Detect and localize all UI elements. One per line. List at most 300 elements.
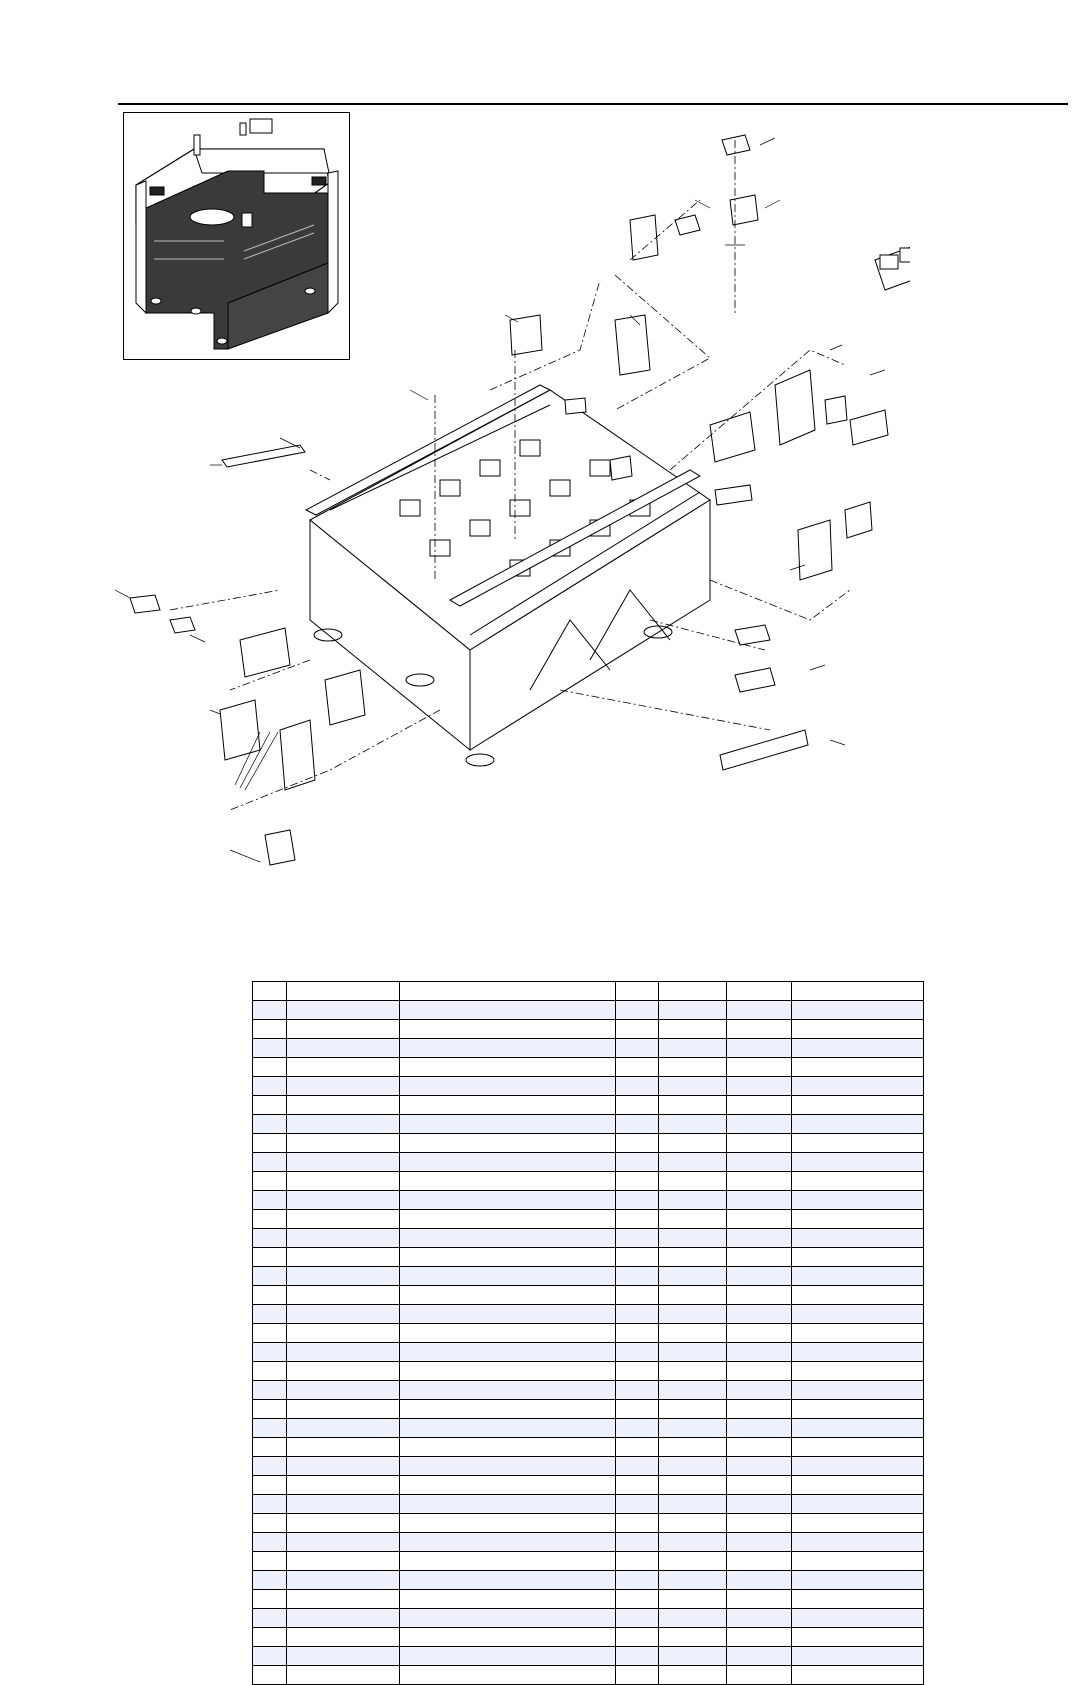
table-cell <box>253 1077 287 1096</box>
table-cell <box>287 1172 400 1191</box>
table-cell <box>287 1039 400 1058</box>
table-row <box>253 1248 924 1267</box>
table-cell <box>616 1172 659 1191</box>
table-cell <box>253 1552 287 1571</box>
table-row <box>253 1305 924 1324</box>
table-cell <box>792 1495 924 1514</box>
table-cell <box>659 1400 727 1419</box>
table-cell <box>287 1495 400 1514</box>
table-cell <box>287 1571 400 1590</box>
table-cell <box>400 1381 616 1400</box>
table-cell <box>253 1324 287 1343</box>
table-cell <box>287 1210 400 1229</box>
table-cell <box>792 1191 924 1210</box>
table-cell <box>287 1533 400 1552</box>
table-cell <box>287 1590 400 1609</box>
table-cell <box>400 1476 616 1495</box>
table-cell <box>727 1172 792 1191</box>
table-cell <box>253 1001 287 1020</box>
table-cell <box>400 1210 616 1229</box>
table-cell <box>659 1381 727 1400</box>
table-cell <box>287 1628 400 1647</box>
table-cell <box>659 1571 727 1590</box>
table-cell <box>400 1172 616 1191</box>
table-row <box>253 1039 924 1058</box>
table-cell <box>727 1115 792 1134</box>
table-cell <box>792 1153 924 1172</box>
table-cell <box>253 1533 287 1552</box>
table-cell <box>792 1172 924 1191</box>
table-cell <box>253 1039 287 1058</box>
table-cell <box>253 1305 287 1324</box>
table-cell <box>400 1419 616 1438</box>
table-cell <box>659 1514 727 1533</box>
table-cell <box>792 1058 924 1077</box>
header-cell <box>253 982 287 1001</box>
table-cell <box>616 1571 659 1590</box>
table-cell <box>727 1571 792 1590</box>
table-row <box>253 1438 924 1457</box>
table-cell <box>253 1248 287 1267</box>
table-cell <box>616 1628 659 1647</box>
table-row <box>253 1267 924 1286</box>
table-cell <box>253 1020 287 1039</box>
table-cell <box>253 1115 287 1134</box>
header-cell <box>287 982 400 1001</box>
table-cell <box>659 1077 727 1096</box>
table-row <box>253 1001 924 1020</box>
table-cell <box>616 1001 659 1020</box>
table-cell <box>616 1666 659 1685</box>
table-cell <box>659 1191 727 1210</box>
table-cell <box>400 1457 616 1476</box>
table-cell <box>400 1153 616 1172</box>
table-cell <box>616 1419 659 1438</box>
table-cell <box>400 1001 616 1020</box>
table-cell <box>659 1666 727 1685</box>
table-cell <box>659 1552 727 1571</box>
table-cell <box>727 1533 792 1552</box>
table-cell <box>659 1362 727 1381</box>
table-row <box>253 1495 924 1514</box>
table-cell <box>400 1324 616 1343</box>
table-row <box>253 1058 924 1077</box>
table-cell <box>727 1514 792 1533</box>
table-cell <box>616 1058 659 1077</box>
table-cell <box>287 1381 400 1400</box>
table-cell <box>616 1210 659 1229</box>
table-cell <box>616 1248 659 1267</box>
table-cell <box>253 1134 287 1153</box>
table-cell <box>792 1115 924 1134</box>
table-row <box>253 1628 924 1647</box>
table-row <box>253 1419 924 1438</box>
table-cell <box>616 1096 659 1115</box>
table-cell <box>400 1286 616 1305</box>
header-cell <box>792 982 924 1001</box>
table-row <box>253 1191 924 1210</box>
table-cell <box>616 1495 659 1514</box>
table-cell <box>400 1267 616 1286</box>
table-cell <box>727 1267 792 1286</box>
table-cell <box>727 1457 792 1476</box>
table-cell <box>616 1115 659 1134</box>
table-cell <box>287 1020 400 1039</box>
table-cell <box>287 1647 400 1666</box>
table-cell <box>727 1400 792 1419</box>
table-cell <box>727 1628 792 1647</box>
table-cell <box>253 1058 287 1077</box>
table-row <box>253 1514 924 1533</box>
table-row <box>253 1172 924 1191</box>
table-cell <box>253 1191 287 1210</box>
table-cell <box>400 1039 616 1058</box>
table-header-row <box>253 982 924 1001</box>
table-cell <box>727 1647 792 1666</box>
table-cell <box>792 1096 924 1115</box>
table-cell <box>727 1438 792 1457</box>
table-cell <box>727 1609 792 1628</box>
table-cell <box>400 1058 616 1077</box>
table-cell <box>616 1229 659 1248</box>
table-cell <box>792 1609 924 1628</box>
table-cell <box>792 1324 924 1343</box>
table-cell <box>659 1020 727 1039</box>
table-cell <box>253 1267 287 1286</box>
table-cell <box>727 1362 792 1381</box>
table-cell <box>400 1134 616 1153</box>
table-cell <box>792 1419 924 1438</box>
table-cell <box>792 1305 924 1324</box>
table-cell <box>253 1362 287 1381</box>
table-cell <box>287 1134 400 1153</box>
table-cell <box>792 1476 924 1495</box>
table-cell <box>616 1153 659 1172</box>
table-cell <box>659 1533 727 1552</box>
table-cell <box>792 1020 924 1039</box>
table-cell <box>727 1210 792 1229</box>
table-cell <box>792 1590 924 1609</box>
table-cell <box>727 1077 792 1096</box>
table-cell <box>659 1229 727 1248</box>
table-row <box>253 1609 924 1628</box>
table-row <box>253 1647 924 1666</box>
table-cell <box>616 1305 659 1324</box>
table-cell <box>659 1248 727 1267</box>
table-cell <box>792 1533 924 1552</box>
table-cell <box>727 1476 792 1495</box>
table-cell <box>253 1172 287 1191</box>
table-cell <box>400 1077 616 1096</box>
table-cell <box>616 1077 659 1096</box>
table-cell <box>287 1191 400 1210</box>
table-cell <box>400 1438 616 1457</box>
table-cell <box>287 1514 400 1533</box>
table-row <box>253 1153 924 1172</box>
table-cell <box>287 1438 400 1457</box>
table-cell <box>727 1590 792 1609</box>
table-cell <box>616 1362 659 1381</box>
table-cell <box>792 1210 924 1229</box>
table-cell <box>253 1400 287 1419</box>
table-cell <box>616 1039 659 1058</box>
table-cell <box>287 1343 400 1362</box>
table-cell <box>616 1324 659 1343</box>
table-row <box>253 1134 924 1153</box>
table-row <box>253 1533 924 1552</box>
table-cell <box>616 1134 659 1153</box>
table-cell <box>287 1666 400 1685</box>
table-cell <box>253 1381 287 1400</box>
table-cell <box>792 1514 924 1533</box>
table-cell <box>727 1419 792 1438</box>
table-cell <box>659 1286 727 1305</box>
table-row <box>253 1362 924 1381</box>
table-cell <box>727 1058 792 1077</box>
table-cell <box>659 1001 727 1020</box>
table-cell <box>659 1153 727 1172</box>
table-row <box>253 1552 924 1571</box>
table-cell <box>253 1628 287 1647</box>
table-cell <box>727 1305 792 1324</box>
table-cell <box>616 1020 659 1039</box>
table-cell <box>253 1590 287 1609</box>
table-cell <box>253 1438 287 1457</box>
table-cell <box>287 1058 400 1077</box>
table-cell <box>727 1191 792 1210</box>
table-cell <box>400 1609 616 1628</box>
table-cell <box>287 1267 400 1286</box>
table-cell <box>727 1001 792 1020</box>
table-cell <box>659 1476 727 1495</box>
table-cell <box>287 1153 400 1172</box>
table-cell <box>400 1590 616 1609</box>
table-cell <box>400 1495 616 1514</box>
table-cell <box>400 1096 616 1115</box>
table-cell <box>253 1210 287 1229</box>
table-row <box>253 1020 924 1039</box>
table-row <box>253 1381 924 1400</box>
table-cell <box>727 1153 792 1172</box>
table-cell <box>287 1362 400 1381</box>
table-cell <box>616 1400 659 1419</box>
table-cell <box>253 1476 287 1495</box>
table-cell <box>287 1001 400 1020</box>
table-cell <box>792 1400 924 1419</box>
table-cell <box>287 1419 400 1438</box>
header-cell <box>616 982 659 1001</box>
table-cell <box>727 1495 792 1514</box>
table-cell <box>253 1647 287 1666</box>
table-cell <box>792 1077 924 1096</box>
table-cell <box>659 1438 727 1457</box>
table-cell <box>253 1343 287 1362</box>
table-cell <box>400 1647 616 1666</box>
table-cell <box>400 1514 616 1533</box>
table-cell <box>659 1267 727 1286</box>
table-cell <box>792 1571 924 1590</box>
table-cell <box>253 1495 287 1514</box>
table-cell <box>400 1400 616 1419</box>
table-cell <box>659 1343 727 1362</box>
parts-list-table <box>252 981 924 1685</box>
table-cell <box>616 1514 659 1533</box>
table-cell <box>616 1609 659 1628</box>
table-row <box>253 1590 924 1609</box>
table-cell <box>792 1286 924 1305</box>
table-cell <box>287 1229 400 1248</box>
table-cell <box>287 1552 400 1571</box>
table-cell <box>727 1039 792 1058</box>
table-cell <box>659 1647 727 1666</box>
table-cell <box>727 1020 792 1039</box>
table-row <box>253 1571 924 1590</box>
table-cell <box>727 1666 792 1685</box>
table-cell <box>616 1286 659 1305</box>
table-cell <box>659 1115 727 1134</box>
table-cell <box>616 1191 659 1210</box>
table-row <box>253 1666 924 1685</box>
table-cell <box>400 1020 616 1039</box>
table-cell <box>616 1457 659 1476</box>
table-cell <box>287 1476 400 1495</box>
table-cell <box>400 1628 616 1647</box>
table-cell <box>400 1248 616 1267</box>
table-cell <box>287 1077 400 1096</box>
table-cell <box>659 1305 727 1324</box>
header-cell <box>727 982 792 1001</box>
table-cell <box>727 1286 792 1305</box>
table-cell <box>287 1305 400 1324</box>
header-cell <box>659 982 727 1001</box>
table-cell <box>792 1134 924 1153</box>
table-cell <box>616 1590 659 1609</box>
table-cell <box>253 1514 287 1533</box>
table-cell <box>792 1457 924 1476</box>
table-cell <box>400 1666 616 1685</box>
table-cell <box>616 1647 659 1666</box>
table-cell <box>616 1267 659 1286</box>
table-cell <box>400 1362 616 1381</box>
table-row <box>253 1115 924 1134</box>
table-row <box>253 1457 924 1476</box>
table-cell <box>253 1286 287 1305</box>
table-row <box>253 1286 924 1305</box>
table-cell <box>287 1248 400 1267</box>
table-cell <box>792 1381 924 1400</box>
table-cell <box>792 1438 924 1457</box>
table-cell <box>792 1552 924 1571</box>
table-cell <box>727 1096 792 1115</box>
table-cell <box>616 1438 659 1457</box>
table-cell <box>659 1039 727 1058</box>
table-cell <box>727 1552 792 1571</box>
table-cell <box>727 1248 792 1267</box>
table-cell <box>287 1096 400 1115</box>
table-cell <box>792 1628 924 1647</box>
table-cell <box>659 1628 727 1647</box>
table-row <box>253 1400 924 1419</box>
table-cell <box>659 1590 727 1609</box>
table-body <box>253 1001 924 1685</box>
table-cell <box>659 1210 727 1229</box>
table-cell <box>253 1229 287 1248</box>
table-cell <box>792 1229 924 1248</box>
table-cell <box>253 1571 287 1590</box>
table-cell <box>616 1343 659 1362</box>
table-cell <box>659 1134 727 1153</box>
table-row <box>253 1229 924 1248</box>
table-cell <box>253 1096 287 1115</box>
table-cell <box>400 1115 616 1134</box>
table-cell <box>400 1305 616 1324</box>
header-rule <box>118 103 1068 105</box>
table-cell <box>287 1324 400 1343</box>
table-cell <box>792 1362 924 1381</box>
table-cell <box>287 1457 400 1476</box>
table-cell <box>400 1552 616 1571</box>
table-cell <box>659 1096 727 1115</box>
table-cell <box>400 1191 616 1210</box>
table-cell <box>253 1153 287 1172</box>
table-cell <box>792 1039 924 1058</box>
table-cell <box>659 1324 727 1343</box>
table-cell <box>616 1533 659 1552</box>
table-cell <box>727 1381 792 1400</box>
table-cell <box>253 1419 287 1438</box>
table-cell <box>659 1457 727 1476</box>
exploded-assembly-drawing <box>110 120 910 930</box>
table-cell <box>659 1419 727 1438</box>
table-cell <box>287 1286 400 1305</box>
table-cell <box>792 1267 924 1286</box>
table-cell <box>253 1457 287 1476</box>
table-cell <box>400 1229 616 1248</box>
table-cell <box>253 1609 287 1628</box>
table-row <box>253 1096 924 1115</box>
table-cell <box>287 1609 400 1628</box>
table-row <box>253 1077 924 1096</box>
table-cell <box>616 1476 659 1495</box>
table-cell <box>727 1229 792 1248</box>
table-cell <box>792 1647 924 1666</box>
table-cell <box>400 1343 616 1362</box>
table-cell <box>616 1381 659 1400</box>
table-cell <box>659 1495 727 1514</box>
table-cell <box>792 1666 924 1685</box>
table-cell <box>727 1324 792 1343</box>
table-cell <box>659 1609 727 1628</box>
table-cell <box>287 1400 400 1419</box>
table-row <box>253 1476 924 1495</box>
table-cell <box>616 1552 659 1571</box>
table-cell <box>659 1172 727 1191</box>
table-cell <box>253 1666 287 1685</box>
table-cell <box>727 1134 792 1153</box>
table-cell <box>792 1248 924 1267</box>
table-cell <box>659 1058 727 1077</box>
table-row <box>253 1210 924 1229</box>
table-cell <box>400 1571 616 1590</box>
header-cell <box>400 982 616 1001</box>
table-cell <box>727 1343 792 1362</box>
table-cell <box>400 1533 616 1552</box>
table-row <box>253 1324 924 1343</box>
table-cell <box>287 1115 400 1134</box>
table-cell <box>792 1343 924 1362</box>
table-row <box>253 1343 924 1362</box>
table-cell <box>792 1001 924 1020</box>
